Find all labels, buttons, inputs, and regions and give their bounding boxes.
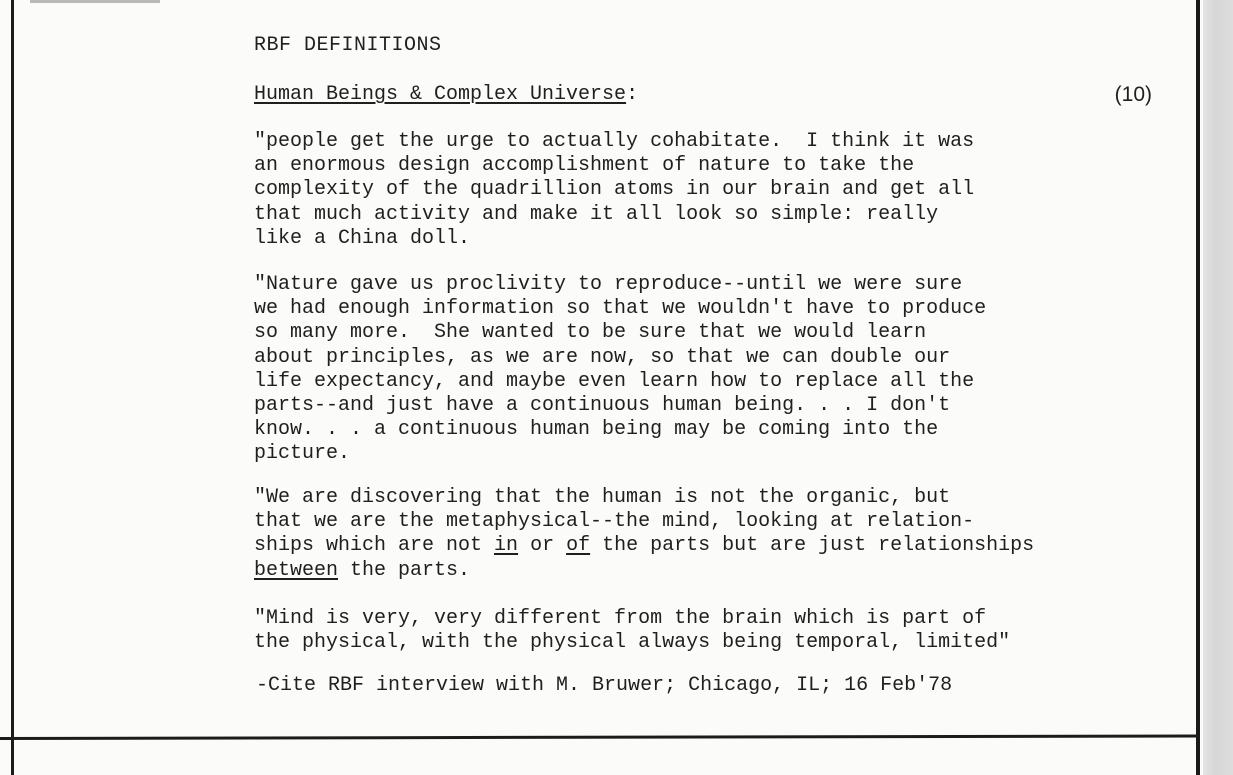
text-line: "Mind is very, very different from the brain which is part of [254,607,987,630]
text-line: picture. [254,442,351,466]
emphasis-of: of [566,534,591,558]
page-gutter [1203,0,1233,775]
text-run: the parts but are just relationships [590,534,1035,558]
quote-paragraph-3 [254,486,1034,583]
text-line: "We are discovering that the human is not the organic, but [254,486,951,509]
text-run: ships which are not [254,534,495,558]
text-line: "people get the urge to actually cohabitate. I think it was [254,130,975,153]
text-line: the physical, with the physical always being temporal, limited" [254,631,1011,655]
quote-paragraph-4 [254,607,1010,655]
text-line [254,534,1034,558]
text-run: or [518,534,567,558]
citation: -Cite RBF interview with M. Bruwer; Chicago, IL; 16 Feb'78 [256,674,953,697]
text-line: about principles, as we are now, so that we can double our [254,345,951,369]
subject-colon: : [626,83,639,106]
emphasis-in: in [494,534,519,558]
subject-heading [254,83,638,107]
text-line: like a China doll. [254,226,471,250]
quote-paragraph-2 [254,273,986,467]
document-header: RBF DEFINITIONS [254,34,442,57]
text-line: we had enough information so that we wouldn't have to produce [254,297,987,321]
text-run: the parts. [338,558,471,582]
text-line: an enormous design accomplishment of nature to take the [254,154,915,178]
subject-title: Human Beings & Complex Universe [254,83,627,106]
text-line [254,559,1034,583]
text-line: "Nature gave us proclivity to reproduce--until we were sure [254,273,963,296]
text-line: complexity of the quadrillion atoms in our brain and get all [254,178,975,202]
emphasis-between: between [254,558,339,582]
text-line: parts--and just have a continuous human being. . . I don't [254,394,951,418]
text-line: that much activity and make it all look so simple: really [254,202,939,226]
text-line: know. . . a continuous human being may be coming into the [254,418,939,442]
text-line: life expectancy, and maybe even learn how to replace all the [254,369,975,393]
text-line: so many more. She wanted to be sure that we would learn [254,321,927,345]
quote-paragraph-1 [254,130,974,251]
subject-row [254,83,1152,107]
text-line: that we are the metaphysical--the mind, looking at relation- [254,510,975,534]
page-number: (10) [1114,83,1152,106]
